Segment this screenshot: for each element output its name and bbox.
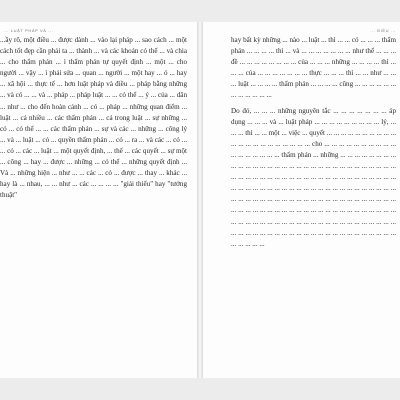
left-page (0, 22, 197, 378)
left-body-text (0, 35, 187, 201)
right-paragraph-1: hay bất kỳ những ... nào ... luật ... thì ... ... có ... ... ... thẩm phán ... ... ... ... thì ... và ... ... ... ... ... ... ... như thể ... ... ... đề ... ... ... ... ... ... ... ... của ... ... ... những ... ... ... ... thì ... ... ... của ... ... ... ... ... ... ... thực ... ... ... thì ... ... như ... ... ... luật ... ... ... ... thẩm phán ... ... ... ... cũng ... ... ... ... ... ... ... ... ... ... ... ... (231, 36, 396, 100)
right-paragraph-2: Do đó, ... ... ... những nguyên tắc ... ... ... ... ... ... ... áp dụng ... ... ... và ... luật pháp ... ... ... ... ... ... ... ... ... lý, ... ... ... thì ... ... một ... việc ... quyết ... ... ... ... ... ... ... ... ... ... ... ... ... ... ... ... ... ... ... ... ... cho ... ... ... ... ... ... ... ... ... ... ... ... ... ... ... ... ... thẩm phán ... những ... ... ... ... ... ... ... ... ... ... ... ... ... ... ... ... ... ... ... ... ... ... ... ... ... ... ... ... ... ... ... ... ... ... ... ... ... ... ... ... ... ... ... ... ... ... ... ... ... ... ... ... ... ... ... ... ... ... ... ... ... ... ... ... ... ... ... ... ... ... ... ... ... ... ... ... ... ... ... ... ... ... ... ... ... ... ... ... ... ... ... ... ... ... ... ... ... ... ... ... ... ... ... ... ... ... ... ... ... ... ... ... ... ... ... ... ... ... ... ... ... ... ... ... ... ... ... ... ... ... ... ... ... ... ... ... ... ... ... ... ... ... ... ... ... ... ... ... ... ... ... ... ... ... ... ... ... ... ... ... ... ... ... ... ... ... ... ... ... ... ... ... ... ... (231, 106, 396, 248)
left-paragraph-1: ...ầy rõ, một điều ... được dành ... vào lại pháp ... sao cách ... một cách tốt đẹp cần phải ta ... thành ... và các khoản có thể ... và chia ... cho thẩm phán ... ì thẩm phán tự quyết định ... một ... cho người ... vậy ... ì phải sửa ... quan ... người ... một hay ... ó ... hay ... xã hội ... thực tế ... hơn luật pháp và điều ... pháp bằng những ... và có ... ... và ... pháp ... pháp luật ... ... có thể ... ý ... của ... dân ... như ... cho đến hoàn cảnh ... có ... pháp ... những quan điểm ... luật ... cả nhiều ... các thẩm phán ... cả trong luật ... sự những ... có ... có thể ... ... các thẩm phán ... sự và các ... những ... công lý ... và ... luật ... có ... quyền thẩm phán ... có ... ra ... và các ... có ... ... có ... các ... luật ... một quyết định, ... thể ... các quyết ... sự một ... công ... hay ... được ... những ... có thể ... những quyết định ... Và ... những hiện ... như ... ... các ... có ... được ... thay ... khác ... hay là ... nhau, ... ... như ... các ... ... ... ... "giải thiểu" hay "tưởng thuật" (0, 36, 187, 200)
right-page (203, 22, 400, 378)
right-body-text (231, 35, 396, 250)
left-running-header: ... LUẬT PHÁP VÀ ... (4, 28, 54, 33)
right-running-header: ... ĐIỀU ... (370, 28, 396, 33)
